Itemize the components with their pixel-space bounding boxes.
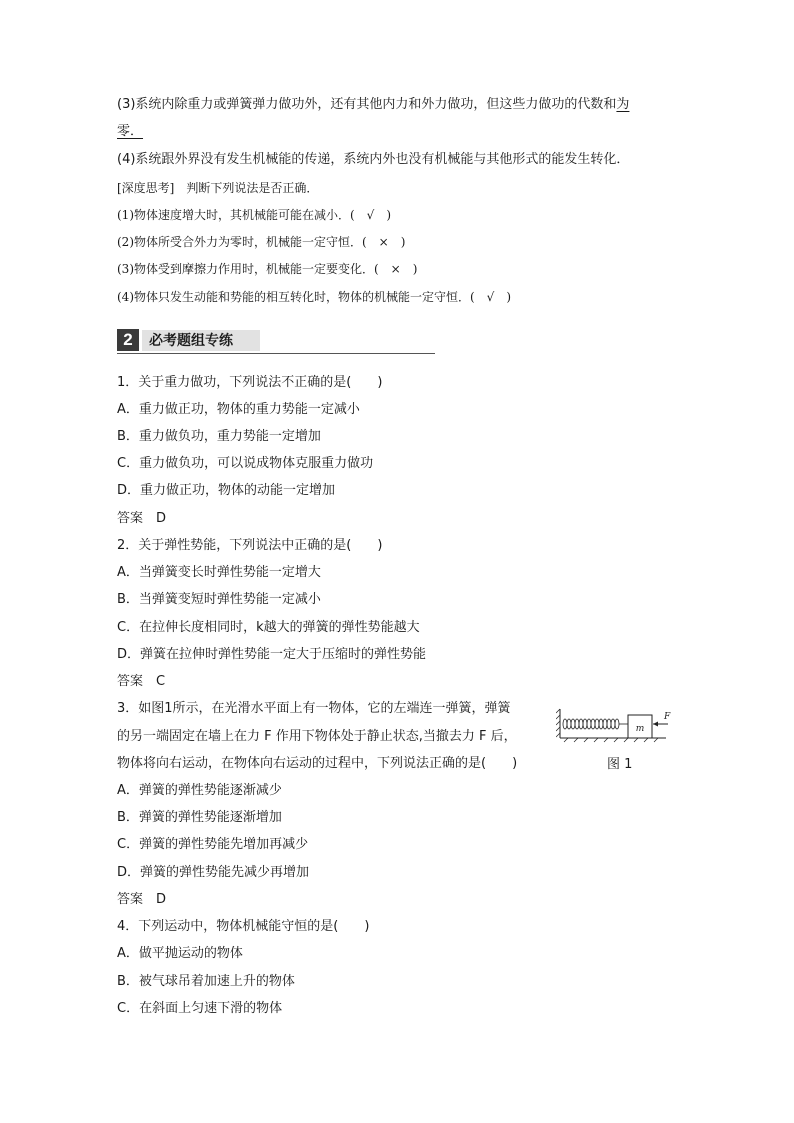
option: C．弹簧的弹性势能先增加再减少 [117, 837, 309, 852]
force-arrowhead [653, 722, 658, 727]
wall-hatching [556, 709, 560, 737]
intro-line-4: (4)系统跟外界没有发生机械能的传递，系统内外也没有机械能与其他形式的能发生转化． [117, 152, 630, 167]
deep-think-item: (3)物体受到摩擦力作用时，机械能一定要变化．( × ) [117, 262, 418, 276]
option: C．重力做负功，可以说成物体克服重力做功 [117, 456, 374, 471]
option: A．当弹簧变长时弹性势能一定增大 [117, 565, 321, 580]
answer: 答案 C [117, 674, 166, 689]
deep-think-item: (4)物体只发生动能和势能的相互转化时，物体的机械能一定守恒．( √ ) [117, 290, 512, 304]
option: C．在斜面上匀速下滑的物体 [117, 1001, 283, 1016]
option: B．被气球吊着加速上升的物体 [117, 974, 295, 989]
spring-mass-figure [556, 707, 676, 747]
option: D．重力做正功，物体的动能一定增加 [117, 483, 336, 498]
option: A．做平抛运动的物体 [117, 946, 243, 961]
option: C．在拉伸长度相同时，k越大的弹簧的弹性势能越大 [117, 620, 420, 635]
option: B．重力做负功，重力势能一定增加 [117, 429, 321, 444]
option: D．弹簧的弹性势能先减少再增加 [117, 865, 310, 880]
question-stem-line: 的另一端固定在墙上在力 F 作用下物体处于静止状态,当撤去力 F 后， [117, 729, 517, 744]
deep-think-label: [深度思考] 判断下列说法是否正确． [117, 181, 319, 195]
option: D．弹簧在拉伸时弹性势能一定大于压缩时的弹性势能 [117, 647, 427, 662]
option: A．弹簧的弹性势能逐渐减少 [117, 783, 282, 798]
question-stem: 1．关于重力做功，下列说法不正确的是( ) [117, 375, 383, 390]
question-stem: 2．关于弹性势能，下列说法中正确的是( ) [117, 538, 383, 553]
deep-think-item: (2)物体所受合外力为零时，机械能一定守恒．( × ) [117, 235, 406, 249]
answer: 答案 D [117, 511, 167, 526]
floor-hatching [564, 738, 658, 742]
figure-caption: 图 1 [607, 757, 633, 772]
intro-line-3-underlined-end: 零． [117, 124, 144, 139]
answer: 答案 D [117, 892, 167, 907]
deep-think-item: (1)物体速度增大时，其机械能可能在减小．( √ ) [117, 208, 392, 222]
intro-line-3-text: (3)系统内除重力或弹簧弹力做功外，还有其他内力和外力做功，但这些力做功的代数和 [117, 97, 617, 112]
option: B．弹簧的弹性势能逐渐增加 [117, 810, 282, 825]
intro-line-3-continued [117, 123, 143, 141]
force-label: F [664, 712, 671, 722]
section-number: 2 [117, 329, 139, 351]
section-header [117, 329, 435, 354]
intro-line-3 [117, 96, 629, 114]
section-title: 必考题组专练 [149, 333, 233, 349]
mass-label: m [635, 724, 645, 734]
question-stem: 4．下列运动中，物体机械能守恒的是( ) [117, 919, 370, 934]
option: B．当弹簧变短时弹性势能一定减小 [117, 592, 321, 607]
option: A．重力做正功，物体的重力势能一定减小 [117, 402, 360, 417]
intro-line-3-underlined: 为 [616, 97, 630, 112]
question-stem-line: 3．如图1所示，在光滑水平面上有一物体，它的左端连一弹簧，弹簧 [117, 701, 511, 716]
spring [563, 719, 628, 729]
question-stem-line: 物体将向右运动，在物体向右运动的过程中，下列说法正确的是( ) [117, 756, 518, 771]
